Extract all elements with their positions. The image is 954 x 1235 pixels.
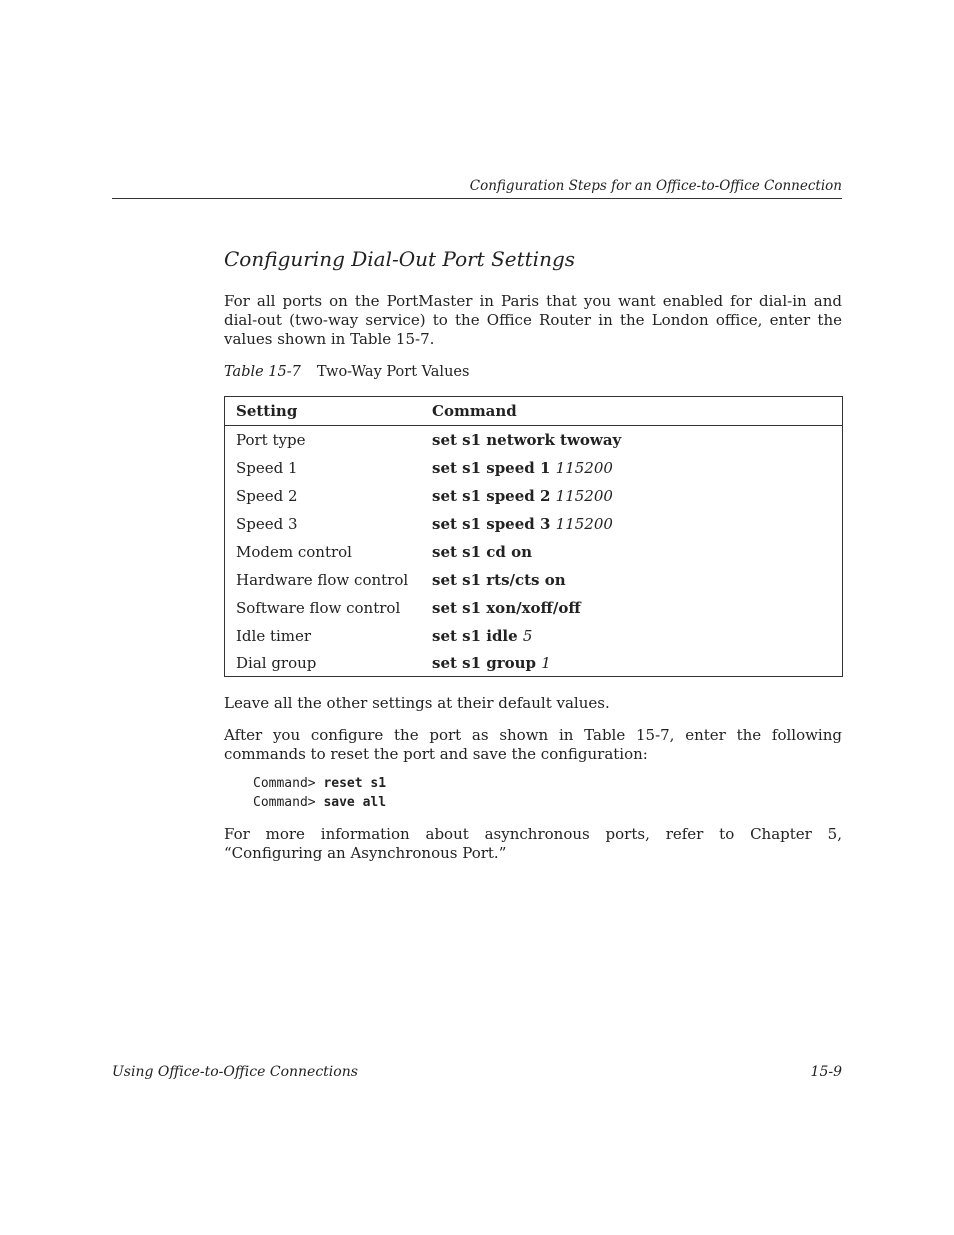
command-cell [421, 538, 843, 566]
table-row [225, 566, 843, 594]
command-cell [421, 482, 843, 510]
command-text: set s1 idle [432, 627, 518, 645]
table-caption-title: Two-Way Port Values [316, 364, 470, 380]
command-text: set s1 network twoway [432, 431, 622, 449]
running-header: Configuration Steps for an Office-to-Office Connection [469, 178, 842, 194]
setting-cell: Dial group [236, 654, 317, 672]
footer-book-title: Using Office-to-Office Connections [112, 1064, 358, 1080]
intro-paragraph: For all ports on the PortMaster in Paris that you want enabled for dial-in and dial-out (two-way service) to the Office Router in the London office, enter the values shown in Table 15-7. [224, 292, 842, 348]
table-header-row [225, 397, 843, 426]
page-number: 15-9 [810, 1064, 842, 1080]
command-text: set s1 speed 1 [432, 459, 551, 477]
port-values-table [224, 396, 843, 677]
header-setting: Setting [225, 397, 422, 426]
command-text: set s1 xon/xoff/off [432, 599, 581, 617]
setting-cell: Idle timer [236, 627, 312, 645]
command-argument: 1 [541, 654, 551, 672]
command-input: reset s1 [323, 776, 387, 791]
command-input: save all [323, 795, 387, 810]
command-cell [421, 454, 843, 482]
setting-cell: Speed 3 [236, 515, 298, 533]
command-argument: 5 [522, 627, 533, 645]
command-prompt: Command> [253, 776, 316, 791]
command-argument: 115200 [555, 459, 613, 477]
instructions-paragraph: After you configure the port as shown in Table 15-7, enter the following commands to reset the port and save the configuration: [224, 726, 842, 763]
command-cell [421, 566, 843, 594]
table-row [225, 650, 843, 677]
header-rule [112, 198, 842, 199]
setting-cell: Speed 1 [236, 459, 298, 477]
section-title: Configuring Dial-Out Port Settings [224, 247, 576, 271]
table-caption-number: Table 15-7 [224, 364, 301, 380]
command-text: set s1 rts/cts on [432, 571, 566, 589]
command-prompt: Command> [253, 795, 316, 810]
setting-cell: Speed 2 [236, 487, 298, 505]
setting-cell: Modem control [236, 543, 352, 561]
command-argument: 115200 [555, 487, 613, 505]
code-line [253, 795, 386, 810]
more-info-paragraph: For more information about asynchronous ports, refer to Chapter 5, “Configuring an Asynchronous Port.” [224, 825, 842, 862]
command-text: set s1 speed 3 [432, 515, 551, 533]
setting-cell: Software flow control [236, 599, 401, 617]
command-cell [421, 594, 843, 622]
table-row [225, 538, 843, 566]
table-row [225, 594, 843, 622]
command-text: set s1 cd on [432, 543, 532, 561]
command-text: set s1 group [432, 654, 537, 672]
header-command: Command [421, 397, 843, 426]
command-text: set s1 speed 2 [432, 487, 551, 505]
table-row [225, 426, 843, 455]
command-cell [421, 510, 843, 538]
table-caption [224, 364, 469, 380]
setting-cell: Hardware flow control [236, 571, 409, 589]
setting-cell: Port type [236, 431, 306, 449]
table-row [225, 482, 843, 510]
defaults-paragraph: Leave all the other settings at their default values. [224, 694, 610, 712]
table-row [225, 510, 843, 538]
code-line [253, 776, 386, 791]
table-row [225, 454, 843, 482]
command-cell [421, 650, 843, 677]
command-cell [421, 426, 843, 455]
table-row [225, 622, 843, 650]
command-cell [421, 622, 843, 650]
command-argument: 115200 [555, 515, 613, 533]
